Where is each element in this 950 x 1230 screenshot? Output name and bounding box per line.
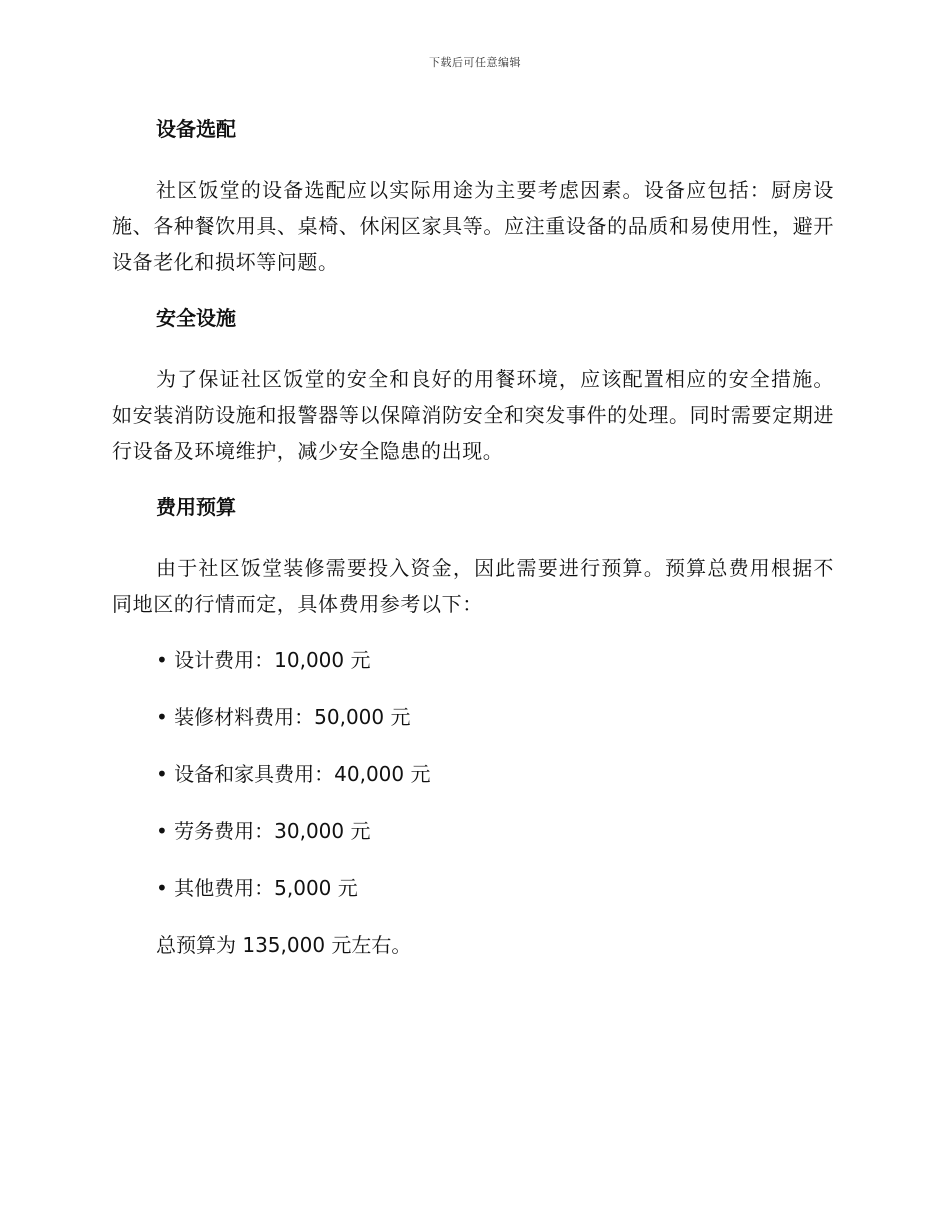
budget-item-materials: • 装修材料费用：50,000 元: [156, 705, 411, 729]
section-heading-equipment: 设备选配: [156, 117, 236, 141]
budget-item-other: • 其他费用：5,000 元: [156, 876, 358, 900]
document-body: [112, 114, 834, 960]
section-paragraph-safety: 为了保证社区饭堂的安全和良好的用餐环境，应该配置相应的安全措施。如安装消防设施和报警器等以保障消防安全和突发事件的处理。同时需要定期进行设备及环境维护，减少安全隐患的出现。: [112, 367, 834, 463]
budget-item-labor: • 劳务费用：30,000 元: [156, 819, 371, 843]
header-note: 下载后可任意编辑: [429, 56, 521, 69]
budget-item-equipment-furniture: • 设备和家具费用：40,000 元: [156, 762, 431, 786]
section-heading-budget: 费用预算: [156, 495, 236, 519]
budget-summary: 总预算为 135,000 元左右。: [156, 933, 412, 957]
section-paragraph-equipment: 社区饭堂的设备选配应以实际用途为主要考虑因素。设备应包括：厨房设施、各种餐饮用具、桌椅、休闲区家具等。应注重设备的品质和易使用性，避开设备老化和损坏等问题。: [112, 178, 834, 274]
section-paragraph-budget: 由于社区饭堂装修需要投入资金，因此需要进行预算。预算总费用根据不同地区的行情而定，具体费用参考以下：: [112, 556, 834, 616]
section-heading-safety: 安全设施: [156, 306, 236, 330]
budget-item-design: • 设计费用：10,000 元: [156, 648, 371, 672]
